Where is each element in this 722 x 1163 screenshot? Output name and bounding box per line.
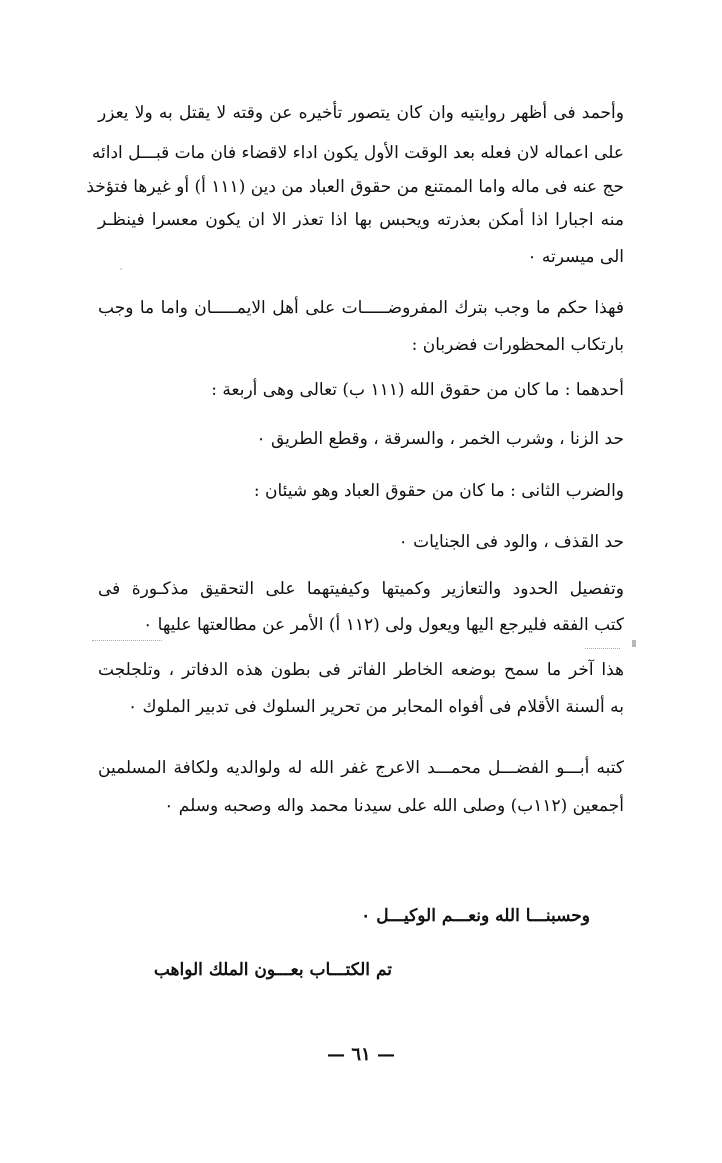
text-line: هذا آخر ما سمح بوضعه الخاطر الفاتر فى بطون هذه الدفاتر ، وتلجلجت	[98, 660, 624, 680]
text-line: بارتكاب المحظورات فضربان :	[411, 335, 624, 355]
text-line: حد الزنا ، وشرب الخمر ، والسرقة ، وقطع الطريق ٠	[256, 429, 624, 449]
closing-hasbuna: وحسبنـــا الله ونعـــم الوكيـــل ٠	[361, 906, 590, 926]
text-line: منه اجبارا اذا أمكن بعذرته ويحبس بها اذا تعذر الا ان يكون معسرا فينظـر	[98, 210, 624, 230]
text-line: أحدهما : ما كان من حقوق الله (١١١ ب) تعالى وهى أربعة :	[211, 380, 624, 400]
text-line: كتبه أبـــو الفضـــل محمـــد الاعرج غفر الله له ولوالديه ولكافة المسلمين	[98, 758, 624, 778]
text-line: أجمعين (١١٢ب) وصلى الله على سيدنا محمد واله وصحبه وسلم ٠	[164, 796, 624, 816]
text-line: كتب الفقه فليرجع اليها ويعول ولى (١١٢ أ) الأمر عن مطالعتها عليها ٠	[143, 615, 624, 635]
text-line: الى ميسرته ٠	[527, 247, 624, 267]
text-line: حج عنه فى ماله واما الممتنع من حقوق العباد من دين (١١١ أ) أو غيرها فتؤخذ	[86, 177, 624, 197]
text-line: فهذا حكم ما وجب بترك المفروضـــــات على أهل الايمـــــان واما ما وجب	[98, 298, 624, 318]
text-line: وتفصيل الحدود والتعازير وكميتها وكيفيتهما على التحقيق مذكـورة فى	[98, 579, 624, 599]
scan-speck	[585, 648, 620, 650]
scan-speck	[632, 640, 636, 647]
text-line: على اعماله لان فعله بعد الوقت الأول يكون اداء لاقضاء فان مات قبـــل ادائه	[91, 143, 624, 163]
page-number: — ٦١ —	[327, 1044, 395, 1065]
scan-speck	[92, 640, 162, 642]
text-line: به ألسنة الأقلام فى أفواه المحابر من تحرير السلوك فى تدبير الملوك ٠	[128, 697, 624, 717]
text-line: والضرب الثانى : ما كان من حقوق العباد وهو شيئان :	[253, 481, 624, 501]
scan-speck	[120, 268, 122, 270]
text-line: وأحمد فى أظهر روايتيه وان كان يتصور تأخيره عن وقته لا يقتل به ولا يعزر	[98, 103, 624, 123]
closing-tamma: تم الكتـــاب بعـــون الملك الواهب	[153, 960, 392, 980]
text-line: حد القذف ، والود فى الجنايات ٠	[398, 532, 624, 552]
